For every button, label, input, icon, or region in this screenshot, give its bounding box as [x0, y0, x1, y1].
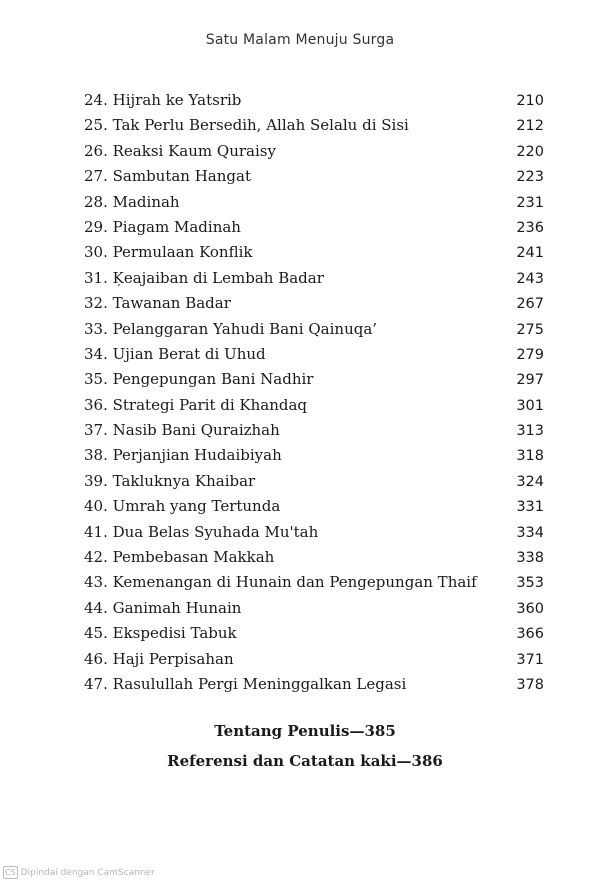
- toc-entry-title: 42. Pembebasan Makkah: [84, 548, 275, 567]
- toc-entry: [84, 545, 544, 570]
- toc-entry-page: 210: [516, 93, 544, 109]
- toc-entry-page: 371: [516, 651, 544, 668]
- toc-entry-title: 39. Takluknya Khaibar: [84, 471, 256, 490]
- toc-entry: [84, 621, 544, 646]
- toc-entry-page: 279: [516, 346, 544, 363]
- toc-entry-title: 40. Umrah yang Tertunda: [84, 497, 281, 516]
- toc-entry-title: 44. Ganimah Hunain: [84, 598, 242, 617]
- toc-entry-page: 297: [516, 372, 544, 389]
- toc-entry-page: 378: [516, 676, 544, 693]
- toc-entry-page: 223: [516, 169, 544, 186]
- toc-entry-title: 30. Permulaan Konflik: [84, 243, 253, 262]
- toc-entry: [84, 647, 544, 672]
- toc-entry: [84, 88, 544, 113]
- toc-entry-title: 43. Kemenangan di Hunain dan Pengepungan Thaif: [84, 573, 477, 592]
- toc-entry-page: 331: [516, 499, 544, 516]
- toc-entry-title: 25. Tak Perlu Bersedih, Allah Selalu di Sisi: [84, 116, 409, 135]
- watermark-text: Dipindai dengan CamScanner: [20, 867, 155, 878]
- toc-entry-title: 47. Rasulullah Pergi Meninggalkan Legasi: [84, 674, 407, 693]
- scanner-watermark: [3, 866, 155, 879]
- toc-entry-page: 353: [516, 575, 544, 592]
- toc-entry-page: 324: [516, 473, 544, 490]
- toc-entry: [84, 317, 544, 342]
- toc-entry: [84, 215, 544, 240]
- toc-entry-page: 243: [516, 270, 544, 287]
- toc-entry-page: 318: [516, 448, 544, 465]
- toc-entry-page: 267: [516, 296, 544, 313]
- toc-entry-title: 45. Ekspedisi Tabuk: [84, 624, 237, 643]
- toc-entry: [84, 570, 544, 595]
- toc-entry: [84, 266, 544, 291]
- toc-entry-page: 220: [516, 143, 544, 160]
- table-of-contents: [84, 88, 544, 697]
- toc-entry-page: 236: [516, 219, 544, 236]
- back-matter: [0, 716, 600, 776]
- toc-entry: [84, 367, 544, 392]
- toc-entry: [84, 418, 544, 443]
- toc-entry: [84, 469, 544, 494]
- toc-entry: [84, 190, 544, 215]
- toc-entry-page: 360: [516, 600, 544, 617]
- toc-entry-title: 28. Madinah: [84, 192, 180, 211]
- references-entry: Referensi dan Catatan kaki—386: [167, 752, 443, 770]
- toc-entry: [84, 672, 544, 697]
- toc-entry-title: 27. Sambutan Hangat: [84, 167, 251, 186]
- toc-entry: [84, 164, 544, 189]
- toc-entry-title: 38. Perjanjian Hudaibiyah: [84, 446, 282, 465]
- toc-entry: [84, 393, 544, 418]
- toc-entry-title: 33. Pelanggaran Yahudi Bani Qainuqa’: [84, 319, 378, 338]
- toc-entry-title: 34. Ujian Berat di Uhud: [84, 344, 266, 363]
- toc-entry: [84, 113, 544, 138]
- about-author-entry: Tentang Penulis—385: [214, 722, 396, 740]
- toc-entry-title: 26. Reaksi Kaum Quraisy: [84, 141, 276, 160]
- toc-entry-page: 212: [516, 118, 544, 135]
- toc-entry: [84, 291, 544, 316]
- toc-entry-title: 32. Tawanan Badar: [84, 294, 231, 313]
- toc-entry-title: 37. Nasib Bani Quraizhah: [84, 421, 280, 440]
- toc-entry-page: 301: [516, 397, 544, 414]
- toc-entry-title: 35. Pengepungan Bani Nadhir: [84, 370, 314, 389]
- toc-entry-title: 29. Piagam Madinah: [84, 217, 241, 236]
- toc-entry: [84, 443, 544, 468]
- toc-entry: [84, 342, 544, 367]
- running-header: Satu Malam Menuju Surga: [205, 32, 395, 48]
- toc-entry: [84, 520, 544, 545]
- toc-entry: [84, 596, 544, 621]
- toc-entry-title: 31. Ķeajaiban di Lembah Badar: [84, 268, 324, 287]
- toc-entry: [84, 494, 544, 519]
- toc-entry-title: 24. Hijrah ke Yatsrib: [84, 91, 242, 109]
- toc-entry-title: 46. Haji Perpisahan: [84, 649, 234, 668]
- toc-entry-title: 36. Strategi Parit di Khandaq: [84, 395, 308, 414]
- toc-entry-page: 313: [516, 423, 544, 440]
- toc-entry-page: 334: [516, 524, 544, 541]
- toc-entry-title: 41. Dua Belas Syuhada Mu'tah: [84, 522, 319, 541]
- toc-entry-page: 231: [516, 194, 544, 211]
- camscanner-logo-icon: CS: [5, 868, 16, 877]
- toc-entry: [84, 139, 544, 164]
- toc-entry-page: 241: [516, 245, 544, 262]
- toc-entry-page: 275: [516, 321, 544, 338]
- toc-entry-page: 366: [516, 626, 544, 643]
- toc-entry-page: 338: [516, 550, 544, 567]
- toc-entry: [84, 240, 544, 265]
